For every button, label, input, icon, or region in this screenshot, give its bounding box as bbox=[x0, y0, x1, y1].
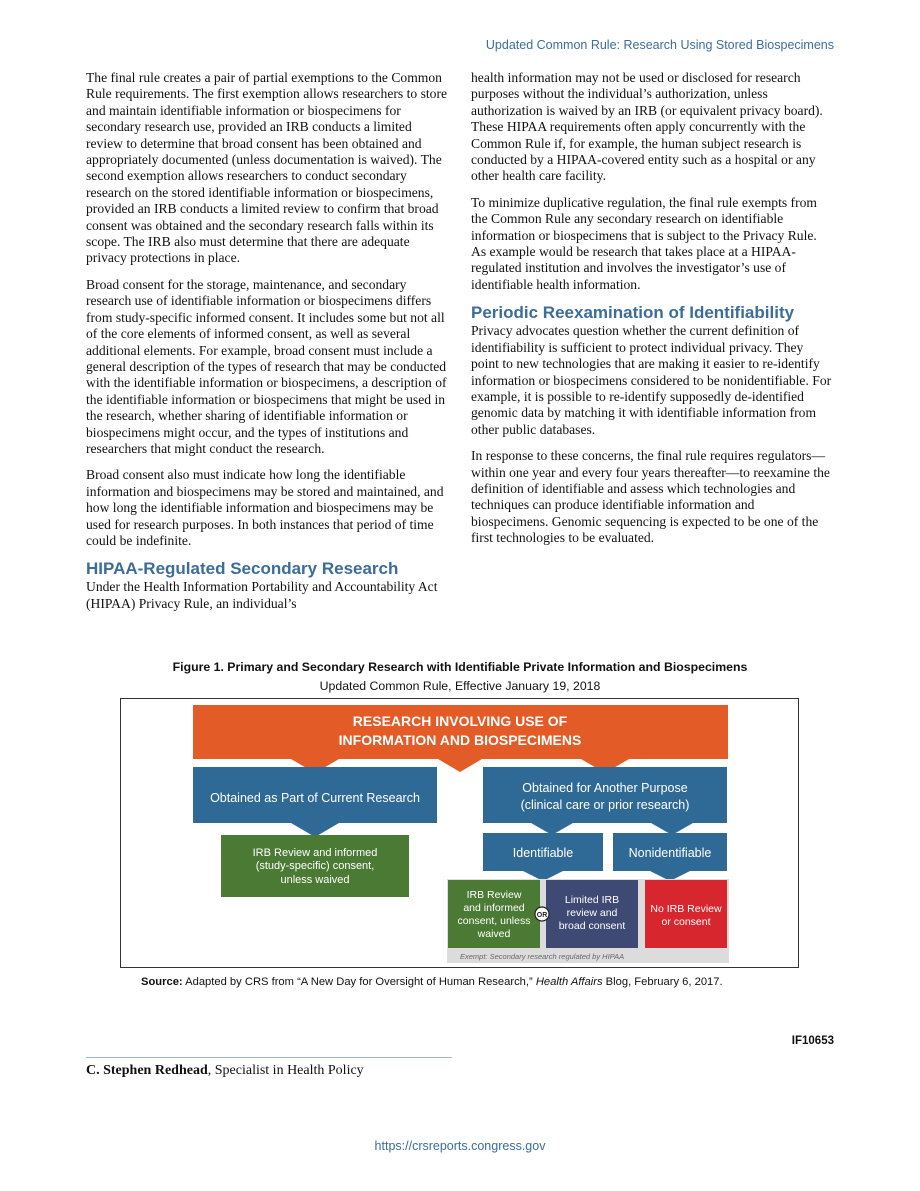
section-heading-hipaa: HIPAA-Regulated Secondary Research bbox=[86, 559, 399, 579]
author-title: , Specialist in Health Policy bbox=[207, 1063, 364, 1078]
author-line bbox=[86, 1063, 364, 1079]
irb-study-line1: IRB Review and informed bbox=[252, 847, 378, 859]
another-purpose-box bbox=[483, 767, 727, 823]
right-column bbox=[471, 70, 833, 557]
body-paragraph: Privacy advocates question whether the current definition of identifiability is sufficient to protect individual privacy. They point to new technologies that are making it easier to re-identify information or biospecimens considered to be nonidentifiable. For example, it is possible to re-identify supposedly de-identified genomic data by matching it with identifiable information from other public databases. bbox=[471, 323, 832, 437]
figure-source bbox=[141, 976, 723, 988]
left-column bbox=[86, 70, 448, 622]
limited-line3: broad consent bbox=[558, 920, 626, 932]
figure-frame bbox=[120, 698, 799, 968]
irb-study-line3: unless waived bbox=[280, 874, 350, 886]
top-banner-line1: RESEARCH INVOLVING USE OF bbox=[352, 713, 568, 729]
irb-informed-line2: and informed bbox=[463, 902, 525, 914]
identifiable-label: Identifiable bbox=[512, 846, 574, 860]
body-paragraph: Broad consent for the storage, maintenance, and secondary research use of identifiable information or biospecimens differs from study-specific informed consent. It includes some but not all of the core elements of informed consent, as well as several additional elements. For example, broad consent must include a general description of the types of research that may be conducted with the identifiable information or biospecimens, a description of the identifiable information or biospecimens that might be used in the research, whether sharing of identifiable information or biospecimens might occur, and the types of institutions and researchers that might conduct the research. bbox=[86, 276, 447, 456]
irb-informed-line4: waived bbox=[477, 928, 511, 940]
body-paragraph: health information may not be used or disclosed for research purposes without the individual’s authorization, unless authorization is waived by an IRB (or equivalent privacy board). These HIPAA requirements often apply concurrently with the Common Rule if, for example, the human subject research is conducted by a HIPAA-covered entity such as a hospital or any other health care facility. bbox=[471, 70, 823, 184]
figure-title: Figure 1. Primary and Secondary Research with Identifiable Private Information and Biospecimens bbox=[172, 660, 748, 674]
current-research-label: Obtained as Part of Current Research bbox=[210, 791, 420, 805]
top-banner-line2: INFORMATION AND BIOSPECIMENS bbox=[338, 732, 582, 748]
figure-subtitle: Updated Common Rule, Effective January 19, 2018 bbox=[319, 679, 601, 693]
running-header: Updated Common Rule: Research Using Stored Biospecimens bbox=[485, 38, 834, 52]
source-publication: Health Affairs bbox=[535, 976, 603, 988]
no-irb-line2: or consent bbox=[661, 916, 711, 928]
author-name: C. Stephen Redhead bbox=[86, 1063, 208, 1078]
no-irb-line1: No IRB Review bbox=[650, 903, 722, 915]
or-badge-label: OR bbox=[536, 912, 548, 919]
source-label: Source: bbox=[141, 976, 183, 988]
body-paragraph: To minimize duplicative regulation, the final rule exempts from the Common Rule any secondary research on identifiable information or biospecimens that is subject to the Privacy Rule. As example would be research that takes place at a HIPAA-regulated institution and involves the investigator’s use of identifiable health information. bbox=[471, 194, 817, 292]
limited-line1: Limited IRB bbox=[564, 894, 620, 906]
body-paragraph: Under the Health Information Portability and Accountability Act (HIPAA) Privacy Rule, an individual’s bbox=[86, 579, 438, 611]
irb-informed-line3: consent, unless bbox=[457, 915, 531, 927]
body-paragraph: The final rule creates a pair of partial exemptions to the Common Rule requirements. The first exemption allows researchers to store and maintain identifiable information or biospecimens for secondary research use, provided an IRB conducts a limited review to determine that broad consent has been obtained and appropriately documented (unless documentation is waived). The second exemption allows researchers to conduct secondary research on the stored identifiable information or biospecimens, provided an IRB conducts a limited review to confirm that broad consent was obtained and the secondary research falls within its scope. The IRB also must determine that there are adequate privacy protections in place. bbox=[86, 70, 448, 266]
footer-url[interactable]: https://crsreports.congress.gov bbox=[374, 1139, 546, 1153]
irb-informed-line1: IRB Review bbox=[466, 889, 522, 901]
another-purpose-line1: Obtained for Another Purpose bbox=[522, 781, 688, 795]
product-code: IF10653 bbox=[791, 1035, 834, 1047]
body-paragraph: In response to these concerns, the final rule requires regulators—within one year and every four years thereafter—to reexamine the definition of identifiable and assess which technologies and techniques can produce identifiable information and biospecimens. Genomic sequencing is expected to be one of the first technologies to be evaluated. bbox=[471, 448, 830, 546]
exempt-note: Exempt: Secondary research regulated by HIPAA bbox=[460, 952, 625, 961]
source-text-after: Blog, February 6, 2017. bbox=[602, 976, 723, 988]
body-paragraph: Broad consent also must indicate how long the identifiable information and biospecimens may be stored and maintained, and how long the identifiable information and biospecimens may be used for research purposes. In both instances that period of time could be indefinite. bbox=[86, 467, 444, 548]
irb-study-line2: (study-specific) consent, bbox=[255, 860, 375, 872]
research-flow-diagram bbox=[121, 699, 798, 967]
author-divider bbox=[86, 1057, 452, 1058]
another-purpose-line2: (clinical care or prior research) bbox=[520, 798, 690, 812]
section-heading-identifiability: Periodic Reexamination of Identifiability bbox=[471, 303, 795, 323]
source-text-before: Adapted by CRS from “A New Day for Oversight of Human Research,” bbox=[182, 976, 536, 988]
nonidentifiable-label: Nonidentifiable bbox=[628, 846, 712, 860]
limited-line2: review and bbox=[566, 907, 618, 919]
